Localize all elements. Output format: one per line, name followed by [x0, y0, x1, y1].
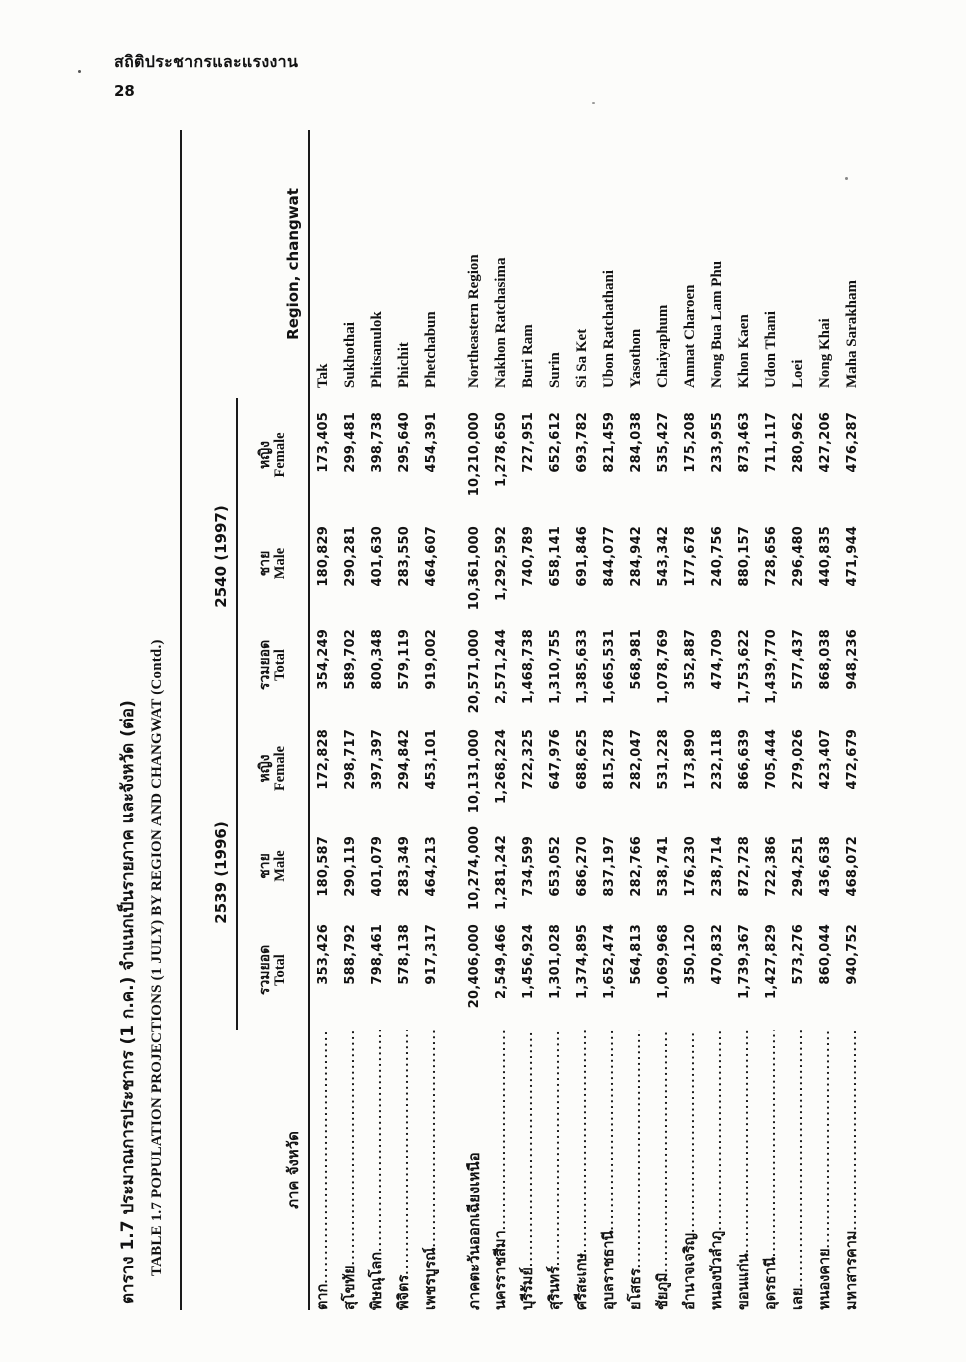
scan-artifact — [592, 102, 595, 104]
cell-male-2540: 691,846 — [574, 525, 590, 587]
table-row — [515, 130, 542, 1310]
cell-total-2539: 940,752 — [844, 924, 860, 985]
cell-female-2540: 1,278,650 — [493, 411, 509, 487]
row-label-english: Phetchabun — [422, 311, 439, 388]
cell-male-2539: 734,599 — [520, 836, 536, 897]
col-header-region-english: Region, changwat — [181, 130, 309, 398]
table-row — [812, 130, 839, 1310]
cell-male-2540: 296,480 — [790, 525, 806, 587]
row-label-thai: อุดรธานี ..... — [758, 1030, 785, 1310]
table-row — [364, 130, 391, 1310]
row-label-thai: ภาคตะวันออกเฉียงเหนือ — [464, 1152, 483, 1310]
dotted-leader — [844, 1030, 860, 1231]
male-label-english: Male — [271, 850, 288, 882]
dotted-leader — [790, 1030, 806, 1288]
population-projections-table — [180, 130, 866, 1310]
cell-male-2540: 401,630 — [369, 525, 385, 587]
cell-female-2540: 693,782 — [574, 411, 590, 473]
female-label-thai: หญิง — [257, 440, 274, 469]
row-label-english: Udon Thani — [762, 311, 779, 388]
row-label-english: Khon Kaen — [735, 314, 752, 388]
cell-total-2540: 20,571,000 — [466, 628, 482, 714]
cell-female-2539: 647,976 — [547, 728, 563, 790]
row-label-english: Yasothon — [627, 328, 644, 388]
dotted-leader — [574, 1030, 590, 1253]
row-label-thai: บุรีรัมย์ ..... — [515, 1030, 542, 1310]
cell-male-2539: 653,052 — [547, 836, 563, 897]
cell-male-2539: 290,119 — [342, 836, 358, 897]
cell-female-2540: 295,640 — [396, 411, 412, 473]
cell-female-2540: 454,391 — [423, 411, 439, 473]
cell-female-2540: 476,287 — [844, 411, 860, 473]
dotted-leader — [396, 1030, 412, 1275]
dotted-leader — [520, 1030, 536, 1267]
total-label-english: Total — [271, 649, 288, 681]
cell-total-2539: 564,813 — [628, 924, 644, 985]
row-label-english: Loei — [789, 359, 806, 388]
table-row — [337, 130, 364, 1310]
dotted-leader — [736, 1030, 752, 1253]
cell-male-2539: 282,766 — [628, 836, 644, 897]
cell-total-2539: 573,276 — [790, 924, 806, 985]
cell-total-2539: 1,652,474 — [601, 924, 617, 999]
cell-total-2539: 578,138 — [396, 924, 412, 985]
row-label-thai: พิษณุโลก ..... — [364, 1030, 391, 1310]
page-number: 28 — [114, 82, 135, 100]
table-row — [569, 130, 596, 1310]
cell-male-2540: 284,942 — [628, 525, 644, 587]
cell-total-2539: 1,069,968 — [655, 924, 671, 999]
cell-female-2540: 535,427 — [655, 411, 671, 473]
col-header-male-2539 — [237, 822, 309, 910]
male-label-thai: ชาย — [257, 853, 274, 879]
table-row — [488, 130, 515, 1310]
total-label-thai: รวมยอด — [257, 944, 274, 996]
scan-artifact — [78, 70, 81, 73]
cell-total-2539: 1,739,367 — [736, 924, 752, 999]
cell-female-2540: 175,208 — [682, 411, 698, 473]
cell-total-2539: 350,120 — [682, 924, 698, 985]
cell-female-2539: 294,842 — [396, 728, 412, 790]
cell-male-2540: 880,157 — [736, 525, 752, 587]
table-row — [542, 130, 569, 1310]
row-label-english: Buri Ram — [519, 324, 536, 388]
cell-female-2539: 279,026 — [790, 728, 806, 790]
row-label-thai: เพชรบูรณ์ ..... — [418, 1030, 445, 1310]
cell-male-2540: 543,342 — [655, 525, 671, 587]
col-header-year-2540: 2540 (1997) — [181, 398, 237, 715]
cell-female-2539: 705,444 — [763, 728, 779, 790]
cell-male-2539: 538,741 — [655, 836, 671, 897]
row-label-thai: สุรินทร์ ..... — [542, 1030, 569, 1310]
cell-male-2540: 10,361,000 — [466, 525, 482, 611]
cell-total-2539: 20,406,000 — [466, 924, 482, 1009]
row-label-english: Sukhothai — [341, 322, 358, 388]
dotted-leader — [423, 1030, 439, 1247]
col-header-female-2539 — [237, 715, 309, 822]
row-label-thai: ขอนแก่น ..... — [731, 1030, 758, 1310]
table-row — [785, 130, 812, 1310]
row-label-thai: เลย ..... — [785, 1030, 812, 1310]
cell-total-2539: 1,456,924 — [520, 924, 536, 999]
cell-female-2539: 10,131,000 — [466, 728, 482, 814]
cell-total-2540: 2,571,244 — [493, 628, 509, 704]
cell-female-2540: 652,612 — [547, 411, 563, 473]
cell-total-2539: 1,301,028 — [547, 924, 563, 999]
cell-male-2540: 283,550 — [396, 525, 412, 587]
female-label-english: Female — [271, 745, 288, 792]
row-label-thai: ชัยภูมิ ..... — [650, 1030, 677, 1310]
cell-female-2539: 722,325 — [520, 728, 536, 790]
cell-female-2539: 298,717 — [342, 728, 358, 790]
row-label-english: Amnat Charoen — [681, 284, 698, 388]
cell-male-2540: 440,835 — [817, 525, 833, 587]
cell-male-2540: 240,756 — [709, 525, 725, 587]
female-label-thai: หญิง — [257, 754, 274, 783]
row-label-thai: พิจิตร ..... — [391, 1030, 418, 1310]
cell-total-2540: 1,665,531 — [601, 628, 617, 704]
cell-female-2540: 284,038 — [628, 411, 644, 473]
row-label-thai: อำนาจเจริญ ..... — [677, 1030, 704, 1310]
cell-male-2539: 294,251 — [790, 836, 806, 897]
row-label-english: Nong Bua Lam Phu — [708, 260, 725, 388]
cell-male-2540: 740,789 — [520, 525, 536, 587]
col-header-male-2540 — [237, 512, 309, 615]
cell-female-2540: 280,962 — [790, 411, 806, 473]
cell-female-2539: 232,118 — [709, 728, 725, 790]
cell-female-2539: 866,639 — [736, 728, 752, 790]
cell-male-2539: 238,714 — [709, 836, 725, 897]
cell-total-2539: 588,792 — [342, 924, 358, 985]
female-label-english: Female — [271, 432, 288, 478]
male-label-thai: ชาย — [257, 550, 274, 577]
dotted-leader — [682, 1030, 698, 1233]
col-header-female-2540 — [237, 398, 309, 512]
table-row — [839, 130, 866, 1310]
row-label-english: Phitsanulok — [368, 311, 385, 388]
cell-female-2539: 531,228 — [655, 728, 671, 790]
table-row — [309, 130, 337, 1310]
cell-total-2539: 2,549,466 — [493, 924, 509, 999]
table-row — [677, 130, 704, 1310]
cell-male-2539: 1,281,242 — [493, 835, 509, 910]
cell-female-2540: 873,463 — [736, 411, 752, 473]
cell-male-2539: 722,386 — [763, 836, 779, 897]
cell-female-2540: 821,459 — [601, 411, 617, 473]
table-row — [758, 130, 785, 1310]
table-row — [623, 130, 650, 1310]
cell-female-2539: 172,828 — [315, 728, 331, 790]
cell-female-2540: 727,951 — [520, 411, 536, 473]
dotted-leader — [628, 1030, 644, 1268]
row-label-english: Ubon Ratchathani — [600, 270, 617, 388]
cell-male-2540: 728,656 — [763, 525, 779, 587]
row-label-english: Phichit — [395, 342, 412, 388]
page-running-header — [114, 50, 298, 100]
cell-female-2540: 10,210,000 — [466, 411, 482, 497]
cell-male-2540: 177,678 — [682, 525, 698, 587]
cell-total-2539: 470,832 — [709, 924, 725, 985]
cell-male-2540: 464,607 — [423, 525, 439, 587]
cell-total-2540: 1,439,770 — [763, 628, 779, 704]
cell-total-2539: 917,317 — [423, 924, 439, 985]
cell-total-2540: 800,348 — [369, 628, 385, 690]
table-title-thai: ตาราง 1.7 ประมาณการประชากร (1 ก.ค.) จำแนกเป็นรายภาค และจังหวัด (ต่อ) — [118, 700, 138, 1304]
dotted-leader — [369, 1030, 385, 1252]
row-label-thai: ศรีสะเกษ ..... — [569, 1030, 596, 1310]
cell-female-2540: 233,955 — [709, 411, 725, 473]
row-label-thai: มหาสารคาม ..... — [839, 1030, 866, 1310]
row-label-english: Nong Khai — [816, 318, 833, 388]
dotted-leader — [763, 1030, 779, 1257]
col-header-year-2539: 2539 (1996) — [181, 715, 237, 1030]
row-label-thai: สุโขทัย ..... — [337, 1030, 364, 1310]
table-row — [731, 130, 758, 1310]
cell-female-2539: 423,407 — [817, 728, 833, 790]
cell-total-2540: 1,078,769 — [655, 628, 671, 704]
cell-female-2540: 173,405 — [315, 411, 331, 473]
row-label-english: Surin — [546, 352, 563, 388]
cell-total-2540: 579,119 — [396, 628, 412, 690]
page-header-title: สถิติประชากรและแรงงาน — [114, 52, 299, 71]
row-label-english: Si Sa Ket — [573, 328, 590, 388]
cell-total-2539: 798,461 — [369, 924, 385, 985]
cell-total-2540: 868,038 — [817, 628, 833, 690]
cell-male-2539: 436,638 — [817, 836, 833, 897]
cell-total-2540: 352,887 — [682, 628, 698, 690]
col-header-total-2540 — [237, 615, 309, 715]
table-body — [309, 130, 866, 1310]
cell-male-2539: 464,213 — [423, 836, 439, 897]
dotted-leader — [817, 1030, 833, 1248]
table-row — [704, 130, 731, 1310]
cell-female-2539: 688,625 — [574, 728, 590, 790]
cell-male-2540: 471,944 — [844, 525, 860, 587]
row-label-thai: อุบลราชธานี ..... — [596, 1030, 623, 1310]
row-label-thai: ตาก ..... — [309, 1030, 337, 1310]
cell-female-2539: 173,890 — [682, 728, 698, 790]
table-title-english: TABLE 1.7 POPULATION PROJECTIONS (1 JULY) BY REGION AND CHANGWAT (Contd.) — [149, 639, 165, 1276]
row-label-thai: นครราชสีมา ..... — [488, 1030, 515, 1310]
col-header-total-2539 — [237, 910, 309, 1030]
cell-female-2540: 299,481 — [342, 411, 358, 473]
cell-female-2539: 397,397 — [369, 728, 385, 790]
cell-female-2540: 427,206 — [817, 411, 833, 473]
dotted-leader — [342, 1030, 358, 1265]
row-label-thai: ยโสธร ..... — [623, 1030, 650, 1310]
cell-male-2539: 872,728 — [736, 836, 752, 897]
cell-total-2540: 568,981 — [628, 628, 644, 690]
row-label-english: Tak — [314, 363, 331, 388]
cell-total-2539: 353,426 — [315, 924, 331, 985]
row-label-english: Northeastern Region — [465, 254, 482, 388]
table-row — [391, 130, 418, 1310]
cell-total-2540: 474,709 — [709, 628, 725, 690]
table-row — [418, 130, 445, 1310]
dotted-leader — [655, 1030, 671, 1273]
cell-male-2539: 180,587 — [315, 836, 331, 897]
cell-male-2540: 658,141 — [547, 525, 563, 587]
cell-female-2539: 815,278 — [601, 728, 617, 790]
cell-total-2540: 577,437 — [790, 628, 806, 690]
cell-total-2540: 1,468,738 — [520, 628, 536, 704]
cell-total-2540: 589,702 — [342, 628, 358, 690]
male-label-english: Male — [271, 547, 288, 580]
dotted-leader — [547, 1030, 563, 1266]
cell-male-2539: 401,079 — [369, 836, 385, 897]
cell-male-2539: 837,197 — [601, 836, 617, 897]
cell-total-2540: 1,385,633 — [574, 628, 590, 704]
cell-male-2539: 176,230 — [682, 836, 698, 897]
cell-female-2540: 711,117 — [763, 411, 779, 473]
table-row-region-total — [445, 130, 488, 1310]
cell-male-2539: 468,072 — [844, 836, 860, 897]
cell-total-2540: 948,236 — [844, 628, 860, 690]
cell-total-2539: 1,427,829 — [763, 924, 779, 999]
col-header-region-thai: ภาค จังหวัด — [181, 1030, 309, 1310]
cell-female-2540: 398,738 — [369, 411, 385, 473]
cell-male-2539: 283,349 — [396, 836, 412, 897]
dotted-leader — [601, 1030, 617, 1231]
cell-total-2540: 354,249 — [315, 628, 331, 690]
dotted-leader — [493, 1030, 509, 1230]
cell-male-2540: 290,281 — [342, 525, 358, 587]
table-row — [596, 130, 623, 1310]
row-label-english: Nakhon Ratchasima — [492, 257, 509, 388]
cell-male-2539: 10,274,000 — [466, 825, 482, 910]
table-row — [650, 130, 677, 1310]
cell-female-2539: 472,679 — [844, 728, 860, 790]
cell-female-2539: 282,047 — [628, 728, 644, 790]
row-label-thai: หนองคาย ..... — [812, 1030, 839, 1310]
cell-female-2539: 1,268,224 — [493, 728, 509, 804]
cell-total-2540: 1,753,622 — [736, 628, 752, 704]
cell-male-2540: 844,077 — [601, 525, 617, 587]
total-label-thai: รวมยอด — [257, 639, 274, 691]
cell-female-2539: 453,101 — [423, 728, 439, 790]
cell-male-2539: 686,270 — [574, 836, 590, 897]
row-label-thai: หนองบัวลำภู ..... — [704, 1030, 731, 1310]
row-label-english: Chaiyaphum — [654, 304, 671, 388]
total-label-english: Total — [271, 954, 288, 986]
cell-total-2539: 860,044 — [817, 924, 833, 985]
dotted-leader — [315, 1030, 331, 1284]
cell-total-2540: 1,310,755 — [547, 628, 563, 704]
cell-male-2540: 1,292,592 — [493, 525, 509, 601]
dotted-leader — [709, 1030, 725, 1231]
cell-total-2539: 1,374,895 — [574, 924, 590, 999]
rotated-table-page — [112, 128, 902, 1310]
cell-male-2540: 180,829 — [315, 525, 331, 587]
cell-total-2540: 919,002 — [423, 628, 439, 690]
row-label-english: Maha Sarakham — [843, 280, 860, 388]
